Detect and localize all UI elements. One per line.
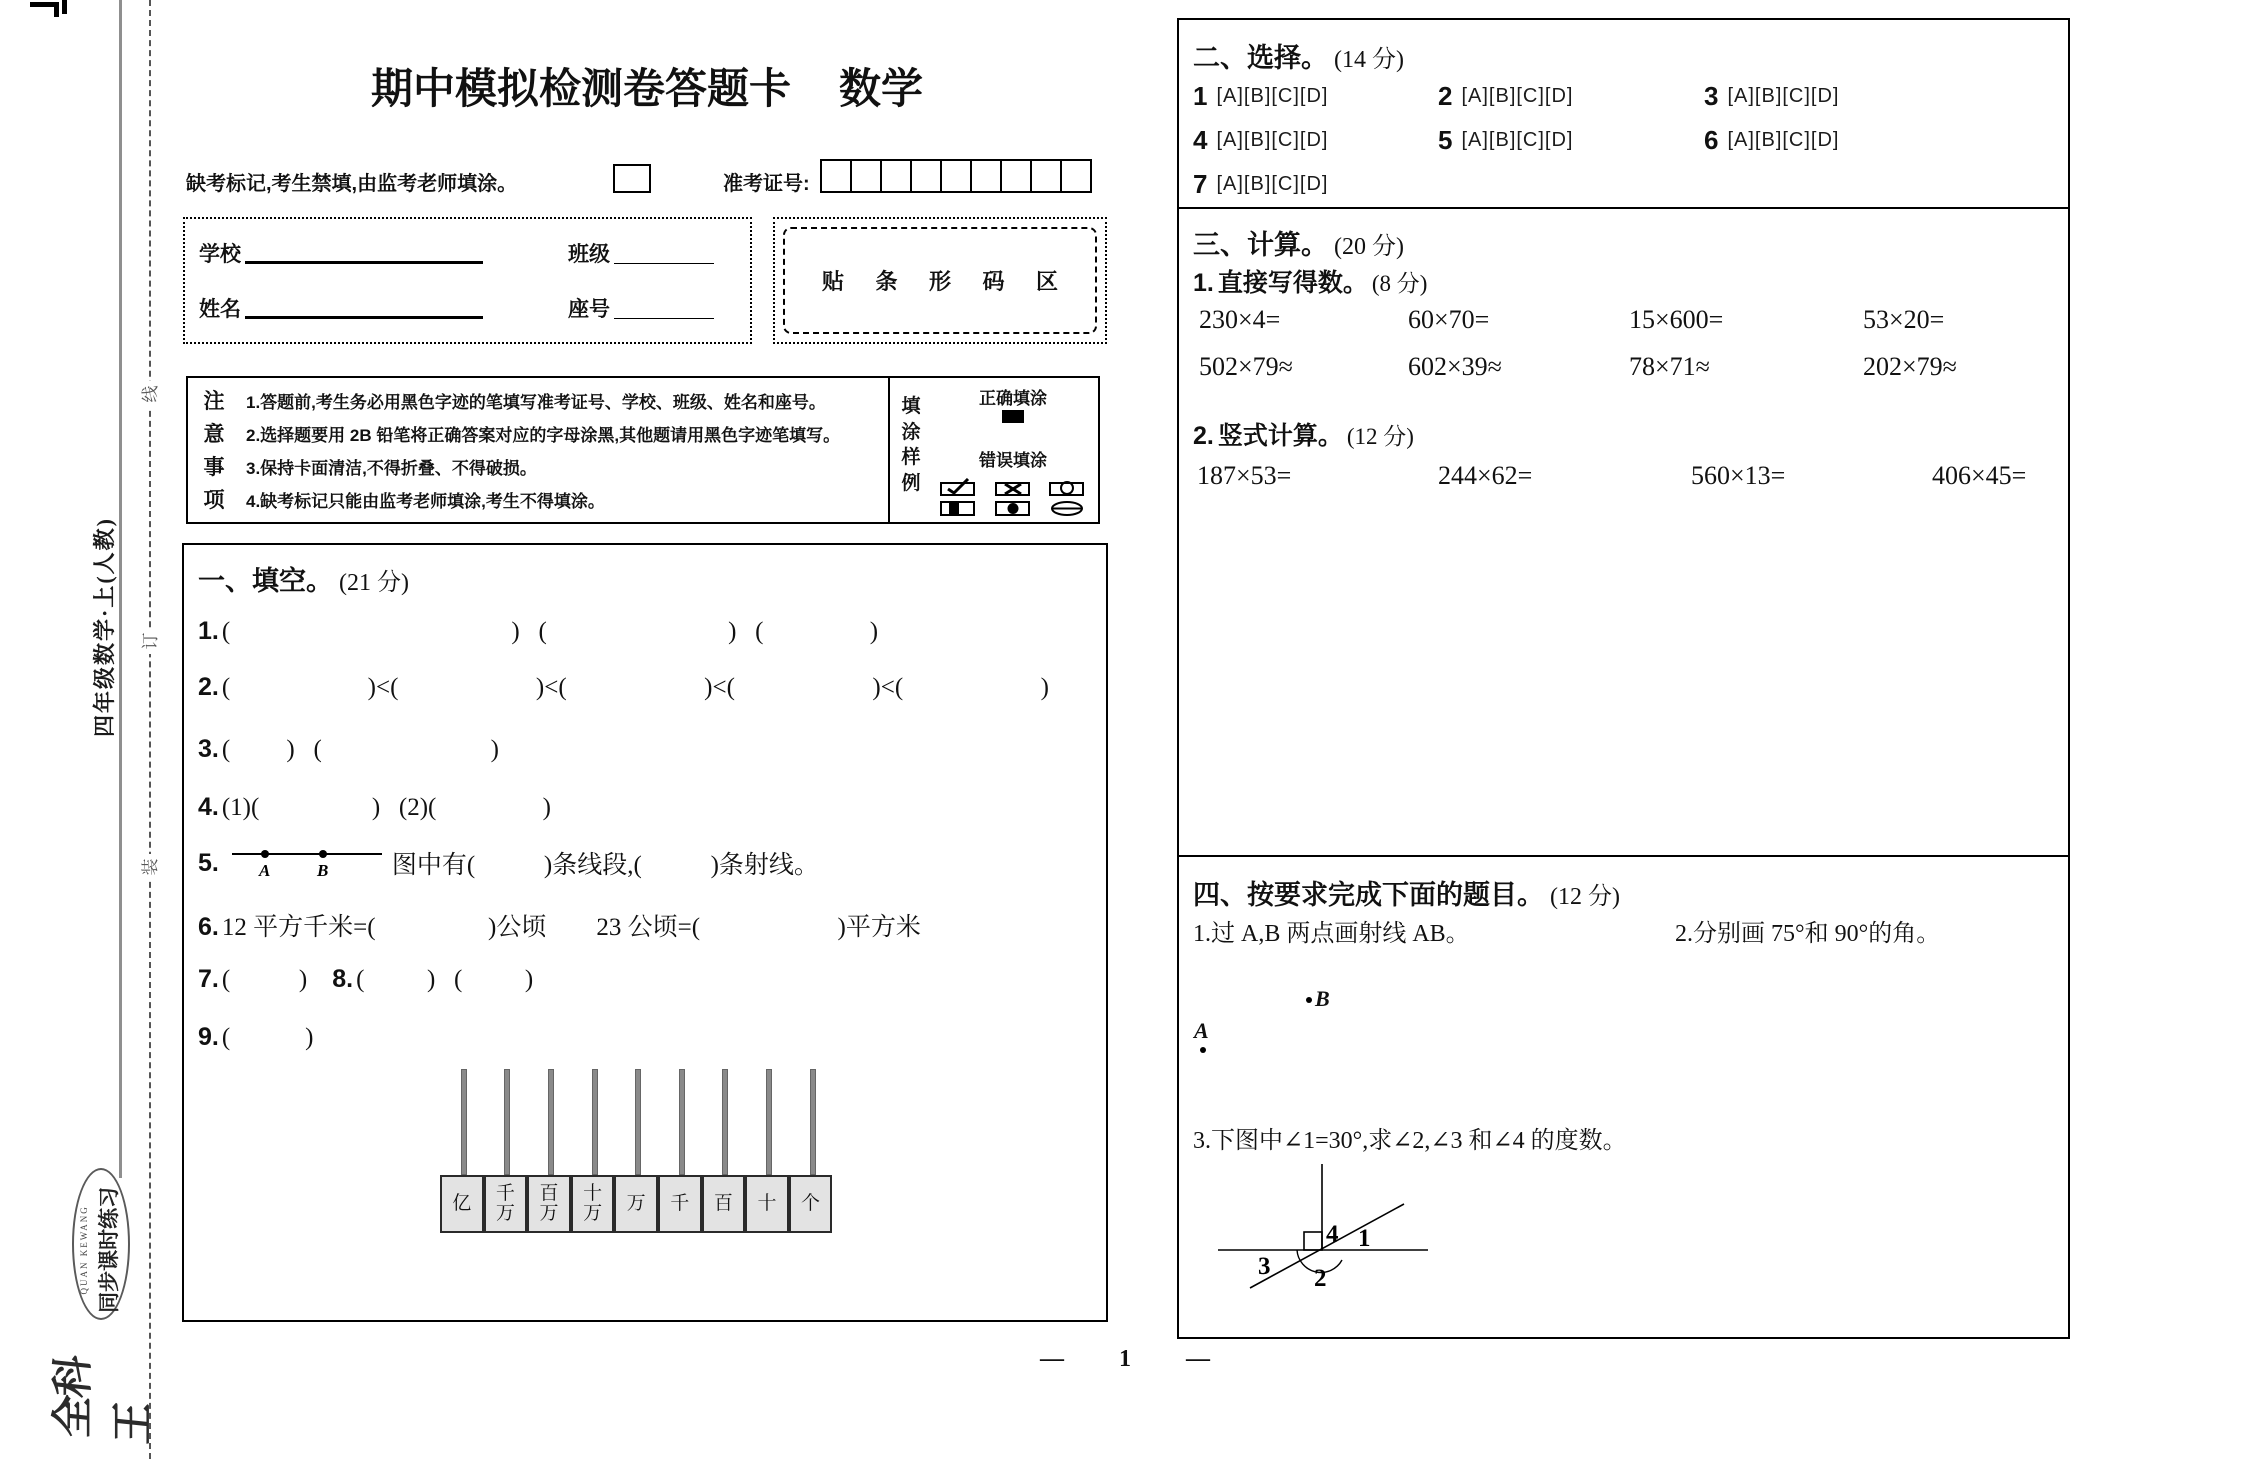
page-footer	[1040, 1346, 1210, 1373]
place-value-column	[704, 1069, 748, 1233]
place-value-chart	[442, 1069, 834, 1233]
choice-options[interactable]: [A][B][C][D]	[1461, 84, 1574, 107]
item-number: 3.	[198, 735, 219, 763]
equation: 60×70=	[1408, 305, 1490, 334]
ticket-cell[interactable]	[940, 159, 972, 193]
choice-question	[1193, 76, 1438, 116]
place-value-column	[791, 1069, 835, 1233]
ticket-cell[interactable]	[820, 159, 852, 193]
notice-box	[186, 376, 1100, 524]
point-B-dot	[1306, 997, 1312, 1003]
notice-vertical-label: 注意事项	[203, 390, 225, 512]
fill-item-2	[198, 673, 1049, 702]
logo-badge	[67, 1180, 133, 1320]
ticket-cell[interactable]	[880, 159, 912, 193]
notice-item: 4.缺考标记只能由监考老师填涂,考生不得填涂。	[246, 492, 605, 511]
section-score: (12 分)	[1550, 884, 1620, 910]
absent-mark-note: 缺考标记,考生禁填,由监考老师填涂。	[186, 173, 518, 195]
fill-item-6	[198, 907, 921, 943]
choice-section-title	[1193, 36, 1404, 75]
right-column	[1177, 18, 2070, 1339]
question-number: 6	[1704, 124, 1719, 155]
fill-item-9	[198, 1023, 314, 1052]
class-label: 班级	[568, 242, 610, 266]
ticket-cell[interactable]	[850, 159, 882, 193]
svg-text:2: 2	[1314, 1265, 1327, 1292]
choice-options[interactable]: [A][B][C][D]	[1727, 128, 1840, 151]
info-row	[185, 293, 750, 323]
registration-mark	[62, 0, 67, 14]
ticket-cell[interactable]	[970, 159, 1002, 193]
fill-item-7-8	[198, 965, 533, 994]
wrong-fill-label: 错误填涂	[979, 451, 1047, 470]
fill-sample-area	[932, 378, 1094, 522]
fill-item-5	[198, 845, 819, 881]
place-value-column	[442, 1069, 486, 1233]
abacus-rod	[810, 1069, 816, 1175]
choice-question	[1193, 164, 1438, 204]
choice-question	[1438, 120, 1704, 160]
abacus-rod	[548, 1069, 554, 1175]
answer-blanks: ( ) ( )	[221, 736, 499, 763]
answer-blanks: ( ) ( ) ( )	[221, 618, 879, 645]
item-number: 1.	[198, 617, 219, 645]
logo-series-text: 同步课时练习	[97, 1186, 121, 1313]
binding-char: 订	[138, 628, 164, 654]
fill-item-4	[198, 793, 551, 822]
equation: 15×600=	[1629, 305, 1724, 334]
seat-write-line[interactable]	[614, 318, 714, 319]
footer-dash: —	[1186, 1346, 1210, 1372]
place-label: 十万	[571, 1175, 615, 1233]
section-divider	[1179, 855, 2068, 857]
fill-section	[182, 543, 1108, 1322]
wrong-fill-marks	[940, 478, 1090, 517]
mental-math-grid	[1199, 305, 1957, 382]
binding-char: 线	[138, 381, 164, 407]
ticket-number-label: 准考证号:	[723, 173, 810, 195]
item-number: 7.	[198, 965, 219, 993]
place-value-column	[573, 1069, 617, 1233]
choice-question	[1193, 120, 1438, 160]
equation: 244×62=	[1438, 461, 1533, 490]
item-number: 6.	[198, 913, 219, 941]
svg-text:B: B	[316, 861, 329, 880]
svg-text:A: A	[258, 861, 271, 880]
equation: 230×4=	[1199, 305, 1281, 334]
item-number: 2.	[198, 673, 219, 701]
choice-question	[1438, 76, 1704, 116]
question-number: 5	[1438, 124, 1453, 155]
place-value-column	[747, 1069, 791, 1233]
mark-oval-icon	[1049, 499, 1085, 517]
section-title-text: 四、按要求完成下面的题目。	[1193, 880, 1544, 910]
equation: 502×79≈	[1199, 352, 1293, 381]
vertical-calc-subtitle	[1193, 416, 1414, 452]
equation: 202×79≈	[1863, 352, 1957, 381]
abacus-rod	[722, 1069, 728, 1175]
question-number: 1	[1193, 80, 1208, 111]
notice-items	[246, 378, 876, 522]
choice-options[interactable]: [A][B][C][D]	[1727, 84, 1840, 107]
choice-question	[1704, 76, 1840, 116]
mark-halffill-icon	[940, 499, 976, 517]
registration-mark	[30, 2, 59, 17]
choice-options[interactable]: [A][B][C][D]	[1216, 84, 1329, 107]
abacus-rod	[592, 1069, 598, 1175]
fill-section-title	[198, 559, 409, 598]
item-number: 9.	[198, 1023, 219, 1051]
mental-math-subtitle	[1193, 263, 1427, 299]
place-label: 百万	[527, 1175, 571, 1233]
section-title-text: 二、选择。	[1193, 43, 1328, 73]
absent-mark-checkbox[interactable]	[613, 164, 651, 193]
svg-text:1: 1	[1358, 1225, 1371, 1252]
ticket-number-grid	[822, 159, 1092, 193]
answer-blanks: ( )	[221, 966, 308, 993]
barcode-frame	[783, 227, 1097, 334]
binding-char: 装	[138, 854, 164, 880]
vertical-calc-grid	[1197, 461, 2026, 491]
sub-score: (12 分)	[1346, 424, 1414, 449]
notice-divider	[888, 378, 890, 522]
fill-item-3	[198, 735, 499, 764]
publisher-logo	[51, 1180, 157, 1446]
section-divider	[1179, 207, 2068, 209]
item-number: 4.	[198, 793, 219, 821]
mark-cross-icon	[995, 478, 1031, 496]
answer-blanks: 12 平方千米=( )公顷 23 公顷=( )平方米	[221, 914, 921, 941]
place-value-column	[486, 1069, 530, 1233]
name-write-line[interactable]	[245, 316, 483, 319]
ticket-cell[interactable]	[910, 159, 942, 193]
equation: 187×53=	[1197, 461, 1292, 490]
choice-options[interactable]: [A][B][C][D]	[1461, 128, 1574, 151]
logo-brand-text: 全科王	[51, 1354, 157, 1446]
section-score: (21 分)	[339, 570, 409, 596]
seat-label: 座号	[568, 298, 610, 322]
page-number: 1	[1119, 1346, 1131, 1372]
name-label: 姓名	[199, 298, 241, 322]
place-value-column	[616, 1069, 660, 1233]
item-number: 5.	[198, 848, 219, 877]
section-title-text: 一、填空。	[198, 566, 333, 596]
notice-item: 1.答题前,考生务必用黑色字迹的笔填写准考证号、学校、班级、姓名和座号。	[246, 393, 826, 412]
sub-score: (8 分)	[1371, 271, 1428, 296]
footer-dash: —	[1040, 1346, 1064, 1372]
choice-grid	[1193, 76, 1840, 204]
barcode-area	[773, 217, 1107, 344]
fill-item-1	[198, 617, 878, 646]
ticket-cell[interactable]	[1030, 159, 1062, 193]
info-row	[185, 238, 750, 268]
question-number: 4	[1193, 124, 1208, 155]
place-label: 万	[614, 1175, 658, 1233]
mark-check-icon	[940, 478, 976, 496]
abacus-rod	[679, 1069, 685, 1175]
mark-circle-icon	[1049, 478, 1085, 496]
choice-options[interactable]: [A][B][C][D]	[1216, 172, 1329, 195]
abacus-rod	[635, 1069, 641, 1175]
fill-sample-label: 填涂样例	[901, 396, 921, 494]
barcode-area-label: 贴 条 形 码 区	[821, 269, 1071, 294]
answer-blanks: (1)( ) (2)( )	[221, 794, 551, 821]
equation: 53×20=	[1863, 305, 1945, 334]
place-value-column	[529, 1069, 573, 1233]
correct-fill-mark	[1002, 410, 1024, 423]
choice-question	[1704, 120, 1840, 160]
item-number: 8.	[332, 965, 354, 993]
calc-section-title	[1193, 223, 1404, 262]
req-question-3: 3.下图中∠1=30°,求∠2,∠3 和∠4 的度数。	[1193, 1128, 1627, 1154]
place-label: 个	[789, 1175, 833, 1233]
notice-item: 2.选择题要用 2B 铅笔将正确答案对应的字母涂黑,其他题请用黑色字迹笔填写。	[246, 426, 841, 445]
question-number: 7	[1193, 168, 1208, 199]
ticket-cell[interactable]	[1060, 159, 1092, 193]
segment-AB-diagram	[232, 846, 382, 880]
margin-rule	[119, 0, 122, 1178]
place-label: 百	[702, 1175, 746, 1233]
logo-brand-en: QUAN KEWANG	[79, 1205, 89, 1295]
abacus-rod	[766, 1069, 772, 1175]
school-write-line[interactable]	[245, 261, 483, 264]
school-label: 学校	[199, 242, 241, 266]
equation: 406×45=	[1932, 461, 2027, 490]
svg-text:4: 4	[1326, 1221, 1339, 1248]
equation: 602×39≈	[1408, 352, 1502, 381]
answer-blanks: ( ) ( )	[356, 966, 534, 993]
sheet-title	[186, 56, 1108, 116]
equation: 560×13=	[1691, 461, 1786, 490]
equation: 78×71≈	[1629, 352, 1710, 381]
point-A-dot	[1200, 1047, 1206, 1053]
place-label: 千	[658, 1175, 702, 1233]
abacus-rod	[461, 1069, 467, 1175]
question-number: 3	[1704, 80, 1719, 111]
subject-label: 数学	[839, 67, 924, 113]
req-question-2: 2.分别画 75°和 90°的角。	[1675, 921, 1941, 947]
place-label: 十	[745, 1175, 789, 1233]
book-edition-label: 四年级数学·上(人教)	[92, 517, 117, 737]
place-value-column	[660, 1069, 704, 1233]
choice-options[interactable]: [A][B][C][D]	[1216, 128, 1329, 151]
angle-diagram	[1200, 1162, 1440, 1314]
correct-fill-label: 正确填涂	[979, 389, 1047, 408]
answer-blanks: ( )	[221, 1024, 314, 1051]
sub-title: 竖式计算。	[1217, 422, 1343, 450]
svg-text:3: 3	[1258, 1253, 1271, 1280]
place-label: 千万	[484, 1175, 528, 1233]
point-B-label: B	[1315, 986, 1330, 1011]
sub-title: 直接写得数。	[1217, 269, 1368, 297]
answer-blanks: 图中有( )条线段,( )条射线。	[391, 852, 819, 879]
student-info-box	[183, 217, 752, 344]
section-title-text: 三、计算。	[1193, 230, 1328, 260]
req-section-title	[1193, 873, 1620, 912]
class-write-line[interactable]	[614, 263, 714, 264]
place-label: 亿	[440, 1175, 484, 1233]
point-A-label: A	[1194, 1018, 1209, 1043]
sub-number: 1.	[1193, 269, 1214, 297]
binding-line	[149, 0, 151, 1459]
answer-blanks: ( )<( )<( )<( )<( )	[221, 674, 1050, 701]
notice-item: 3.保持卡面清洁,不得折叠、不得破损。	[246, 459, 537, 478]
section-score: (20 分)	[1334, 234, 1404, 260]
mark-dot-icon	[995, 499, 1031, 517]
req-question-1: 1.过 A,B 两点画射线 AB。	[1193, 921, 1470, 947]
ticket-cell[interactable]	[1000, 159, 1032, 193]
page-title: 期中模拟检测卷答题卡	[370, 67, 791, 113]
section-score: (14 分)	[1334, 47, 1404, 73]
abacus-rod	[504, 1069, 510, 1175]
question-number: 2	[1438, 80, 1453, 111]
sub-number: 2.	[1193, 422, 1214, 450]
